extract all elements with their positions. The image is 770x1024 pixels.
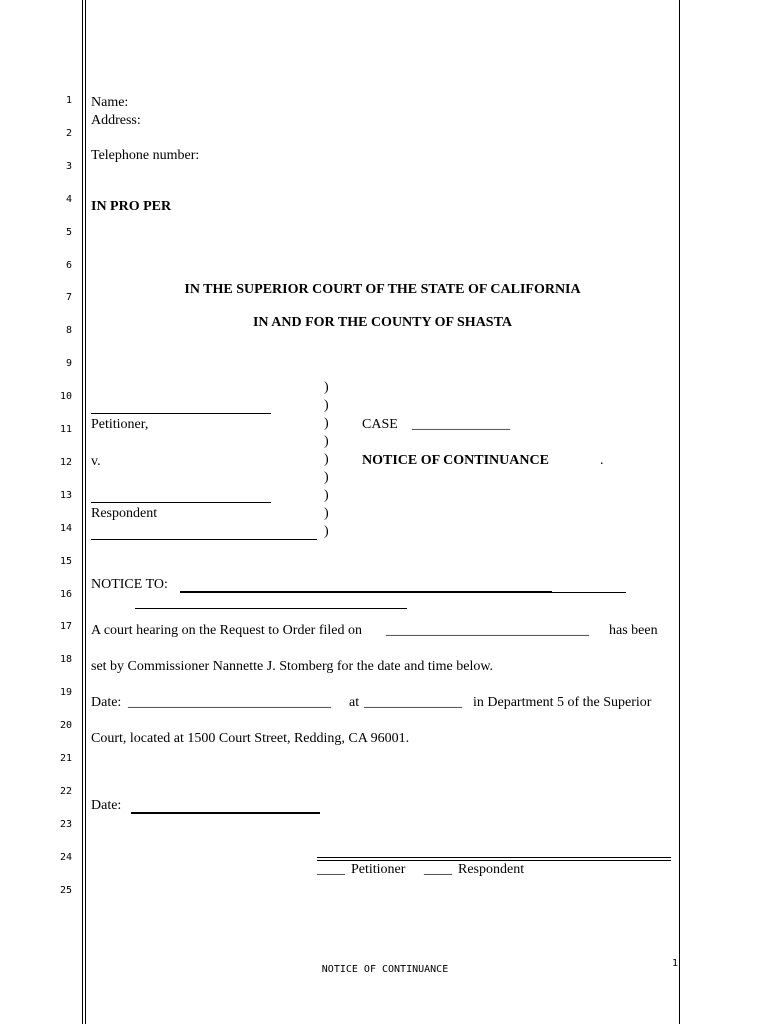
signature-line-top xyxy=(317,857,671,858)
line-number: 12 xyxy=(59,456,72,468)
commissioner-text: set by Commissioner Nannette J. Stomberg for the date and time below. xyxy=(91,659,494,674)
line-number: 17 xyxy=(59,621,72,633)
line-number: 13 xyxy=(59,489,72,501)
line-number: 8 xyxy=(65,325,72,337)
signature-line[interactable] xyxy=(317,860,671,861)
caption-paren: ) xyxy=(324,488,329,503)
signature-date-line[interactable] xyxy=(131,812,320,814)
court-location-text: Court, located at 1500 Court Street, Redding, CA 96001. xyxy=(91,731,410,746)
hearing-date-field[interactable]: _____________________________ xyxy=(128,695,331,710)
line-number: 6 xyxy=(65,259,72,271)
hearing-text-start: A court hearing on the Request to Order filed on xyxy=(91,623,362,638)
caption-paren: ) xyxy=(324,380,329,395)
notice-to-label: NOTICE TO: xyxy=(91,577,168,592)
court-heading-line1: IN THE SUPERIOR COURT OF THE STATE OF CALIFORNIA xyxy=(184,282,581,297)
line-number: 2 xyxy=(65,127,72,139)
filed-date-field[interactable]: _____________________________ xyxy=(386,623,589,638)
left-margin-rule-outer xyxy=(82,0,83,1024)
line-number: 18 xyxy=(59,654,72,666)
respondent-label: Respondent xyxy=(91,506,158,521)
petitioner-option: Petitioner xyxy=(351,862,406,877)
notice-to-line-2[interactable] xyxy=(135,608,407,609)
respondent-option: Respondent xyxy=(458,862,525,877)
hearing-text-end: has been xyxy=(609,623,658,638)
signature-date-label: Date: xyxy=(91,798,122,813)
case-number-field[interactable]: ______________ xyxy=(412,417,510,432)
in-pro-per: IN PRO PER xyxy=(91,199,172,214)
line-number: 5 xyxy=(65,226,72,238)
footer-title: NOTICE OF CONTINUANCE xyxy=(321,964,449,975)
line-number: 14 xyxy=(59,522,72,534)
hearing-time-field[interactable]: ______________ xyxy=(364,695,462,710)
petitioner-checkbox-blank[interactable]: ____ xyxy=(317,862,345,877)
caption-paren: ) xyxy=(324,452,329,467)
line-number: 21 xyxy=(59,753,72,764)
caption-paren: ) xyxy=(324,398,329,413)
court-heading-line2: IN AND FOR THE COUNTY OF SHASTA xyxy=(252,315,513,330)
at-label: at xyxy=(349,695,360,710)
document-title: NOTICE OF CONTINUANCE xyxy=(362,453,549,468)
caption-paren: ) xyxy=(324,524,329,539)
respondent-name-line[interactable] xyxy=(91,502,271,503)
name-label: Name: xyxy=(91,95,129,110)
notice-to-line-1[interactable] xyxy=(180,591,552,593)
line-number: 20 xyxy=(59,720,72,732)
line-number: 16 xyxy=(59,588,72,600)
line-number: 3 xyxy=(65,160,72,172)
department-text: in Department 5 of the Superior xyxy=(473,695,652,710)
line-number: 25 xyxy=(59,884,72,896)
caption-paren: ) xyxy=(324,470,329,485)
caption-paren: ) xyxy=(324,416,329,431)
line-number: 19 xyxy=(59,687,72,699)
line-number: 11 xyxy=(59,424,72,435)
respondent-checkbox-blank[interactable]: ____ xyxy=(424,862,452,877)
line-number: 15 xyxy=(59,555,72,567)
document-title-period: . xyxy=(600,453,604,468)
hearing-date-label: Date: xyxy=(91,695,122,710)
caption-paren: ) xyxy=(324,434,329,449)
caption-paren: ) xyxy=(324,506,329,521)
notice-to-line-1-ext xyxy=(552,592,626,593)
line-number: 4 xyxy=(65,193,72,205)
case-label: CASE xyxy=(362,417,398,432)
petitioner-name-line[interactable] xyxy=(91,413,271,414)
versus-label: v. xyxy=(91,454,101,469)
line-number: 9 xyxy=(65,358,72,370)
line-number: 24 xyxy=(59,851,72,863)
left-margin-rule-inner xyxy=(85,0,86,1024)
line-number: 22 xyxy=(59,785,72,797)
caption-bottom-line xyxy=(91,539,317,540)
page-number: 1 xyxy=(672,958,679,969)
telephone-label: Telephone number: xyxy=(91,148,200,163)
right-margin-rule xyxy=(679,0,680,1024)
petitioner-label: Petitioner, xyxy=(91,417,149,432)
line-number: 1 xyxy=(65,95,72,106)
line-number: 7 xyxy=(65,292,72,304)
line-number: 10 xyxy=(59,391,72,403)
line-number: 23 xyxy=(59,818,72,830)
address-label: Address: xyxy=(91,113,141,128)
